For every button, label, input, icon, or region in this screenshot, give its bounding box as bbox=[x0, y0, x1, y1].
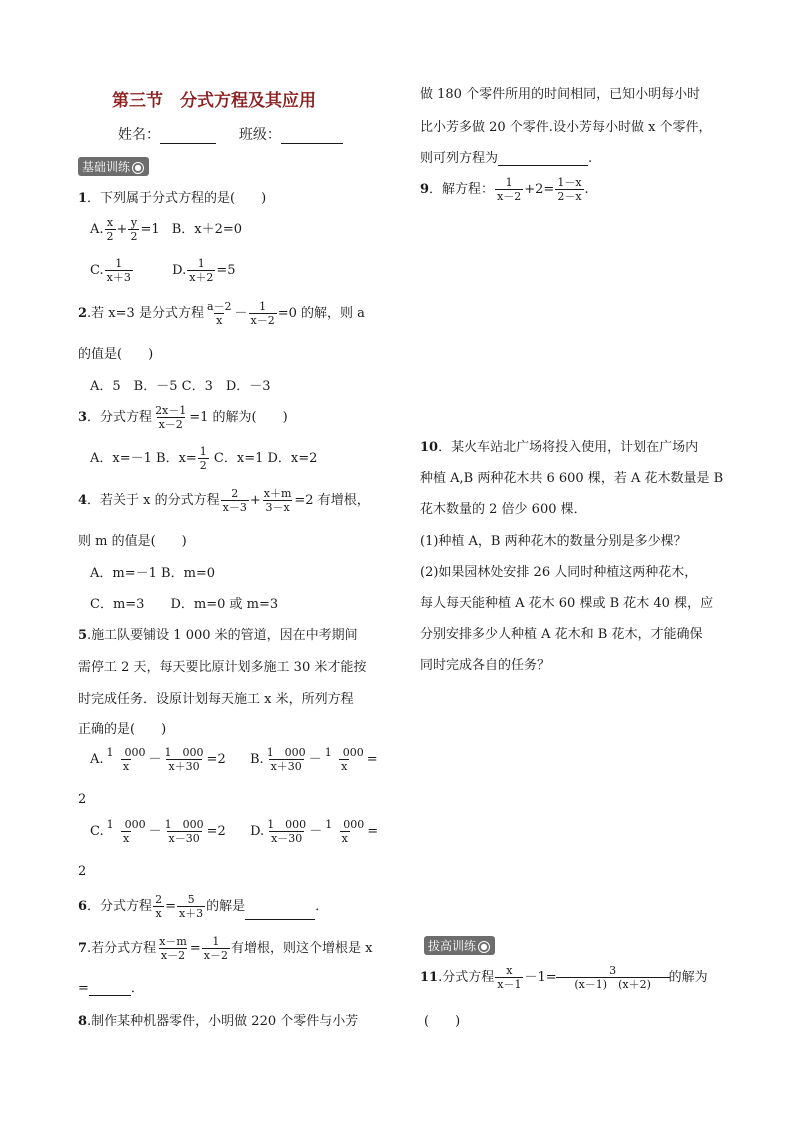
q3-options: A．x=－1 B．x= $\frac{1}{2}$ C．x=1 D．x=2 bbox=[90, 445, 318, 472]
q3-frac: $\frac{2x-1}{x-2}$ bbox=[155, 404, 187, 431]
badge-circle-icon: ● bbox=[132, 162, 144, 174]
q9-number: 9 bbox=[420, 182, 430, 197]
q5-line2: 需停工 2 天，每天要比原计划多施工 30 米才能按 bbox=[78, 660, 367, 675]
q1-optC-frac: $\frac{1}{x+3}$ bbox=[106, 257, 131, 284]
q2-options: A．5 B．－5 C．3 D．－3 bbox=[90, 379, 271, 394]
advanced-training-badge bbox=[424, 936, 495, 955]
q7-stem: 7.若分式方程 $\frac{x-m}{x-2}$ = $\frac{1}{x-2}$ 有增根，则这个增根是 x bbox=[78, 935, 373, 962]
q5-optA-frac1: $\frac{1 000}{x}$ bbox=[106, 746, 146, 773]
q4-stem: 4．若关于 x 的分式方程 $\frac{2}{x-3}$ + $\frac{x+m}{3-x}$ =2 有增根， bbox=[78, 487, 370, 514]
q5-optB-frac1: $\frac{1 000}{x+30}$ bbox=[266, 746, 306, 773]
q1-number: 1 bbox=[78, 191, 88, 206]
q8-line2: 做 180 个零件所用的时间相同，已知小明每小时 bbox=[420, 87, 701, 102]
q1-optA-frac2: $\frac{y}{2}$ bbox=[130, 216, 138, 243]
basic-training-label: 基础训练 bbox=[82, 160, 131, 174]
q5-optB-result: 2 bbox=[78, 792, 87, 807]
q7-line2: = ． bbox=[78, 981, 144, 996]
q1-optD-label: D. bbox=[172, 263, 187, 278]
q10-line3: 花木数量的 2 倍少 600 棵． bbox=[420, 502, 587, 517]
q2-stem: 2.若 x=3 是分式方程 $\frac{a-2}{x}$ － $\frac{1}{x-2}$ =0 的解，则 a bbox=[78, 300, 365, 327]
q11-line2: ( ) bbox=[424, 1014, 461, 1029]
q5-optB-frac2: $\frac{1 000}{x}$ bbox=[324, 746, 364, 773]
q1-options-cd: C. $\frac{1}{x+3}$ D. $\frac{1}{x+2}$ =5 bbox=[90, 257, 236, 284]
q7-answer-blank[interactable] bbox=[89, 995, 131, 996]
q9-frac2: $\frac{1-x}{2-x}$ bbox=[557, 176, 582, 203]
q2-line2: 的值是( ) bbox=[78, 347, 154, 362]
q6-frac1: $\frac{2}{x}$ bbox=[155, 893, 163, 920]
q10-line2: 种植 A,B 两种花木共 6 600 棵，若 A 花木数量是 B bbox=[420, 471, 724, 486]
q3-half-frac: $\frac{1}{2}$ bbox=[199, 445, 207, 472]
q1-optA-label: A. bbox=[90, 222, 104, 237]
q4-frac1: $\frac{2}{x-3}$ bbox=[222, 487, 247, 514]
class-label: 班级： bbox=[238, 127, 281, 143]
q11-frac1: $\frac{x}{x-1}$ bbox=[497, 964, 522, 991]
q5-line3: 时完成任务．设原计划每天施工 x 米，所列方程 bbox=[78, 692, 354, 707]
basic-training-badge bbox=[78, 157, 149, 176]
q2-frac1: $\frac{a-2}{x}$ bbox=[206, 300, 232, 327]
q1-optC-label: C. bbox=[90, 263, 104, 278]
q1-options-ab: A. $\frac{x}{2}$ + $\frac{y}{2}$ =1 B．x＋2=0 bbox=[90, 216, 243, 243]
q5-line1: 5.施工队要铺设 1 000 米的管道，因在中考期间 bbox=[78, 628, 358, 643]
q10-line1: 10．某火车站北广场将投入使用，计划在广场内 bbox=[420, 440, 699, 455]
q11-frac2: $\frac{3}{(x-1) (x+2)}$ bbox=[558, 964, 668, 991]
q1-text: ．下列属于分式方程的是( ) bbox=[87, 191, 267, 206]
q8-line4: 则可列方程为 . bbox=[420, 151, 593, 166]
q9-stem: 9．解方程： $\frac{1}{x-2}$ +2= $\frac{1-x}{2-x}$ . bbox=[420, 176, 589, 203]
q4-frac2: $\frac{x+m}{3-x}$ bbox=[263, 487, 292, 514]
q10-part2-line3: 分别安排多少人种植 A 花木和 B 花木，才能确保 bbox=[420, 627, 703, 642]
q8-number: 8 bbox=[78, 1014, 88, 1029]
name-blank[interactable] bbox=[160, 143, 216, 144]
q4-options-ab: A．m=－1 B．m=0 bbox=[90, 566, 216, 581]
q11-stem: 11.分式方程 $\frac{x}{x-1}$ －1= $\frac{3}{(x-1) (x+2)}$ 的解为 bbox=[420, 964, 708, 991]
q4-line2: 则 m 的值是( ) bbox=[78, 534, 187, 549]
q5-optC-frac1: $\frac{1 000}{x}$ bbox=[106, 818, 146, 845]
q10-part2-line2: 每人每天能种植 A 花木 60 棵或 B 花木 40 棵，应 bbox=[420, 596, 714, 611]
q1-optB: B．x＋2=0 bbox=[171, 222, 243, 237]
q1-optD-frac: $\frac{1}{x+2}$ bbox=[189, 257, 214, 284]
q11-number: 11 bbox=[420, 970, 439, 985]
q5-optA-frac2: $\frac{1 000}{x+30}$ bbox=[164, 746, 204, 773]
advanced-training-label: 拔高训练 bbox=[428, 939, 477, 953]
q8-line1: 8.制作某种机器零件，小明做 220 个零件与小芳 bbox=[78, 1014, 359, 1029]
q5-optD-frac1: $\frac{1 000}{x-30}$ bbox=[267, 818, 307, 845]
q10-part2-line1: (2)如果园林处安排 26 人同时种植这两种花木， bbox=[420, 565, 698, 580]
q6-frac2: $\frac{5}{x+3}$ bbox=[178, 893, 204, 920]
q3-stem: 3．分式方程 $\frac{2x-1}{x-2}$ =1 的解为( ) bbox=[78, 404, 288, 431]
q10-part1: (1)种植 A，B 两种花木的数量分别是多少棵？ bbox=[420, 534, 687, 549]
q8-answer-blank[interactable] bbox=[498, 165, 588, 166]
q5-optC-frac2: $\frac{1 000}{x-30}$ bbox=[164, 818, 204, 845]
q5-options-ab: A. $\frac{1 000}{x}$ － $\frac{1 000}{x+30}$ =2 B. $\frac{1 000}{x+30}$ － $\frac{1 000}{x}$ = bbox=[90, 746, 378, 773]
q6-answer-blank[interactable] bbox=[245, 919, 315, 920]
name-label: 姓名： bbox=[118, 127, 160, 143]
q10-part2-line4: 同时完成各自的任务？ bbox=[420, 658, 551, 673]
name-class-row bbox=[118, 124, 343, 144]
q7-frac1: $\frac{x-m}{x-2}$ bbox=[159, 935, 187, 962]
q10-number: 10 bbox=[420, 440, 439, 455]
q2-number: 2 bbox=[78, 306, 88, 321]
q5-optD-frac2: $\frac{1 000}{x}$ bbox=[325, 818, 365, 845]
q5-optD-result: 2 bbox=[78, 864, 87, 879]
q7-number: 7 bbox=[78, 941, 88, 956]
class-blank[interactable] bbox=[281, 143, 343, 144]
q6-stem: 6．分式方程 $\frac{2}{x}$ = $\frac{5}{x+3}$ 的解是 ． bbox=[78, 893, 329, 920]
q6-number: 6 bbox=[78, 899, 88, 914]
q5-number: 5 bbox=[78, 628, 88, 643]
q1-stem bbox=[78, 187, 266, 206]
q7-frac2: $\frac{1}{x-2}$ bbox=[203, 935, 228, 962]
page-title: 第三节 分式方程及其应用 bbox=[112, 91, 316, 111]
q9-frac1: $\frac{1}{x-2}$ bbox=[497, 176, 522, 203]
q2-frac2: $\frac{1}{x-2}$ bbox=[250, 300, 275, 327]
q4-number: 4 bbox=[78, 493, 88, 508]
q5-options-cd: C. $\frac{1 000}{x}$ － $\frac{1 000}{x-30}$ =2 D. $\frac{1 000}{x-30}$ － $\frac{1 000}{x}$ = bbox=[90, 818, 379, 845]
q4-options-cd: C．m=3 D．m=0 或 m=3 bbox=[90, 597, 279, 612]
q1-optA-frac1: $\frac{x}{2}$ bbox=[106, 216, 114, 243]
q3-number: 3 bbox=[78, 410, 88, 425]
q8-line3: 比小芳多做 20 个零件.设小芳每小时做 x 个零件， bbox=[420, 120, 712, 135]
q5-line4: 正确的是( ) bbox=[78, 722, 167, 737]
badge-circle-icon: ● bbox=[478, 941, 490, 953]
